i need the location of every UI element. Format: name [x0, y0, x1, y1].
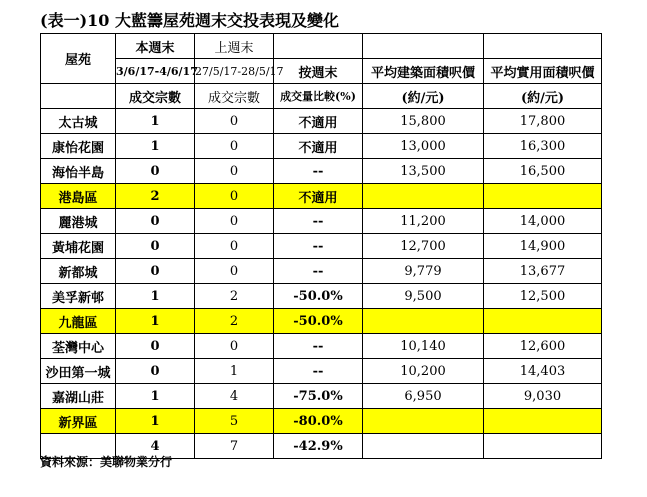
cell-avg-gross: 11,200: [363, 209, 484, 234]
header-blank: [41, 84, 116, 109]
cell-this-week: 1: [116, 384, 195, 409]
header-this-week: 本週末: [116, 34, 195, 59]
header-last-week: 上週末: [195, 34, 274, 59]
cell-last-week: 7: [195, 434, 274, 459]
cell-change: -80.0%: [274, 409, 363, 434]
cell-this-week: 1: [116, 134, 195, 159]
table-title: (表一)10 大藍籌屋苑週末交投表現及變化: [40, 11, 339, 30]
header-blank: [484, 34, 602, 59]
cell-avg-saleable: 9,030: [484, 384, 602, 409]
table-row: [41, 409, 602, 434]
table-row: [41, 334, 602, 359]
cell-change: -75.0%: [274, 384, 363, 409]
cell-last-week: 0: [195, 334, 274, 359]
cell-estate: 太古城: [41, 109, 116, 134]
cell-avg-saleable: 16,500: [484, 159, 602, 184]
cell-avg-gross: 13,000: [363, 134, 484, 159]
table-row: [41, 359, 602, 384]
table-row: [41, 259, 602, 284]
cell-avg-gross: 10,200: [363, 359, 484, 384]
cell-change: --: [274, 234, 363, 259]
cell-this-week: 0: [116, 334, 195, 359]
header-txn-count-last: 成交宗數: [195, 84, 274, 109]
cell-avg-gross: [363, 309, 484, 334]
header-txn-count-this: 成交宗數: [116, 84, 195, 109]
header-txn-volume-compare: 成交量比較(%): [274, 84, 363, 109]
cell-avg-gross: 15,800: [363, 109, 484, 134]
cell-last-week: 2: [195, 284, 274, 309]
cell-estate: 麗港城: [41, 209, 116, 234]
cell-last-week: 0: [195, 109, 274, 134]
table-row: [41, 284, 602, 309]
header-blank: [363, 34, 484, 59]
cell-last-week: 0: [195, 159, 274, 184]
cell-change: --: [274, 159, 363, 184]
cell-estate: 美孚新邨: [41, 284, 116, 309]
cell-avg-saleable: 17,800: [484, 109, 602, 134]
cell-this-week: 1: [116, 284, 195, 309]
cell-avg-saleable: [484, 184, 602, 209]
header-unit-saleable: (約/元): [484, 84, 602, 109]
cell-estate: 沙田第一城: [41, 359, 116, 384]
cell-avg-saleable: 14,900: [484, 234, 602, 259]
cell-estate: 新界區: [41, 409, 116, 434]
cell-this-week: 0: [116, 159, 195, 184]
cell-change: --: [274, 259, 363, 284]
cell-this-week: 0: [116, 234, 195, 259]
cell-this-week: 0: [116, 209, 195, 234]
cell-avg-saleable: 12,600: [484, 334, 602, 359]
cell-last-week: 0: [195, 209, 274, 234]
cell-last-week: 5: [195, 409, 274, 434]
cell-avg-gross: 10,140: [363, 334, 484, 359]
cell-this-week: 0: [116, 259, 195, 284]
cell-avg-saleable: 14,403: [484, 359, 602, 384]
cell-avg-gross: [363, 434, 484, 459]
table-row: [41, 109, 602, 134]
table-row: [41, 209, 602, 234]
cell-change: 不適用: [274, 109, 363, 134]
cell-avg-saleable: [484, 409, 602, 434]
cell-avg-gross: 9,779: [363, 259, 484, 284]
table-row: [41, 134, 602, 159]
cell-avg-saleable: 16,300: [484, 134, 602, 159]
cell-avg-gross: 12,700: [363, 234, 484, 259]
header-weekly-compare: 按週末: [274, 59, 363, 84]
cell-avg-gross: 9,500: [363, 284, 484, 309]
cell-change: --: [274, 334, 363, 359]
header-blank: [274, 34, 363, 59]
cell-last-week: 2: [195, 309, 274, 334]
cell-estate: 海怡半島: [41, 159, 116, 184]
cell-this-week: 0: [116, 359, 195, 384]
table-row: [41, 384, 602, 409]
cell-avg-gross: 13,500: [363, 159, 484, 184]
cell-avg-saleable: 12,500: [484, 284, 602, 309]
cell-this-week: 2: [116, 184, 195, 209]
header-avg-saleable: 平均實用面積呎價: [484, 59, 602, 84]
cell-avg-gross: [363, 409, 484, 434]
cell-last-week: 0: [195, 134, 274, 159]
cell-estate: 嘉湖山莊: [41, 384, 116, 409]
cell-change: -42.9%: [274, 434, 363, 459]
cell-avg-saleable: 13,677: [484, 259, 602, 284]
cell-avg-saleable: [484, 309, 602, 334]
header-this-week-dates: 3/6/17-4/6/17: [116, 59, 195, 84]
source-note: 資料來源：美聯物業分行: [40, 455, 173, 469]
cell-estate: 黃埔花園: [41, 234, 116, 259]
cell-last-week: 0: [195, 234, 274, 259]
cell-last-week: 1: [195, 359, 274, 384]
cell-this-week: 4: [116, 434, 195, 459]
cell-change: 不適用: [274, 134, 363, 159]
table-row: [41, 309, 602, 334]
cell-estate: 荃灣中心: [41, 334, 116, 359]
cell-change: --: [274, 209, 363, 234]
cell-change: -50.0%: [274, 309, 363, 334]
header-last-week-dates: 27/5/17-28/5/17: [195, 59, 274, 84]
cell-avg-gross: 6,950: [363, 384, 484, 409]
cell-last-week: 4: [195, 384, 274, 409]
cell-last-week: 0: [195, 259, 274, 284]
cell-this-week: 1: [116, 109, 195, 134]
cell-change: 不適用: [274, 184, 363, 209]
cell-this-week: 1: [116, 409, 195, 434]
cell-estate: 九龍區: [41, 309, 116, 334]
estate-transactions-table: [40, 33, 602, 459]
table-row: [41, 159, 602, 184]
cell-avg-saleable: 14,000: [484, 209, 602, 234]
header-estate: 屋苑: [41, 34, 116, 84]
table-row: [41, 184, 602, 209]
cell-last-week: 0: [195, 184, 274, 209]
cell-avg-gross: [363, 184, 484, 209]
cell-change: --: [274, 359, 363, 384]
cell-estate: 康怡花園: [41, 134, 116, 159]
header-unit-gross: (約/元): [363, 84, 484, 109]
cell-this-week: 1: [116, 309, 195, 334]
cell-change: -50.0%: [274, 284, 363, 309]
header-avg-gross: 平均建築面積呎價: [363, 59, 484, 84]
table-row: [41, 234, 602, 259]
cell-avg-saleable: [484, 434, 602, 459]
cell-estate: 新都城: [41, 259, 116, 284]
cell-estate: 港島區: [41, 184, 116, 209]
